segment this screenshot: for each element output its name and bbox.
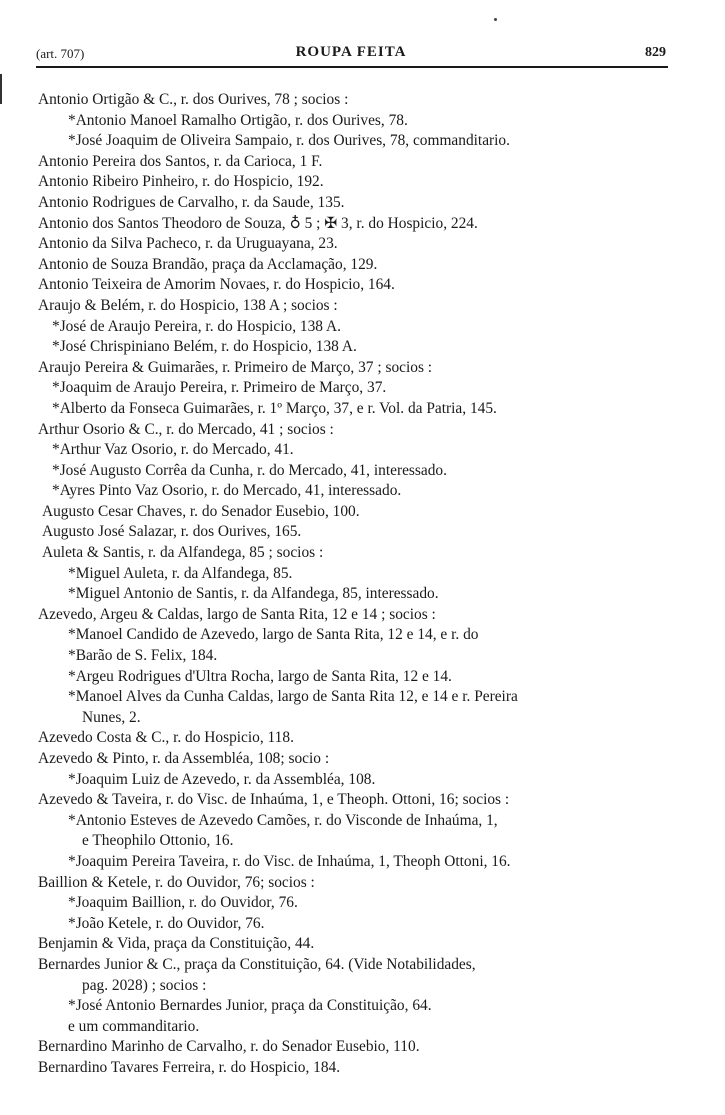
entry-line: Antonio Pereira dos Santos, r. da Carioca, 1 F. bbox=[38, 152, 323, 170]
article-reference: (art. 707) bbox=[36, 46, 85, 61]
entry-line: Azevedo & Taveira, r. do Visc. de Inhaúma, 1, e Theoph. Ottoni, 16; socios : bbox=[38, 791, 510, 809]
entry-line: Antonio Ortigão & C., r. dos Ourives, 78 ; socios : bbox=[38, 91, 349, 108]
entry-line: Augusto José Salazar, r. dos Ourives, 165. bbox=[42, 523, 302, 541]
partner-line: *Miguel Antonio de Santis, r. da Alfandega, 85, interessado. bbox=[68, 585, 439, 603]
continuation-line: Nunes, 2. bbox=[82, 708, 141, 726]
entry-line: Antonio Ribeiro Pinheiro, r. do Hospicio, 192. bbox=[38, 173, 324, 191]
partner-line: *Joaquim de Araujo Pereira, r. Primeiro de Março, 37. bbox=[52, 379, 387, 397]
partner-line: *Ayres Pinto Vaz Osorio, r. do Mercado, 41, interessado. bbox=[52, 482, 402, 500]
partner-line: *Joaquim Pereira Taveira, r. do Visc. de Inhaúma, 1, Theoph Ottoni, 16. bbox=[68, 852, 511, 870]
section-title: ROUPA FEITA bbox=[295, 44, 407, 60]
entry-line: Augusto Cesar Chaves, r. do Senador Eusebio, 100. bbox=[42, 502, 360, 520]
entry-line: Azevedo Costa & C., r. do Hospicio, 118. bbox=[38, 729, 294, 747]
entry-line: Antonio da Silva Pacheco, r. da Uruguayana, 23. bbox=[38, 235, 338, 253]
partner-line: *Antonio Manoel Ramalho Ortigão, r. dos Ourives, 78. bbox=[68, 111, 408, 129]
partner-line: *Manoel Candido de Azevedo, largo de Santa Rita, 12 e 14, e r. do bbox=[68, 626, 479, 644]
continuation-line: pag. 2028) ; socios : bbox=[82, 976, 207, 994]
entry-line: Antonio de Souza Brandão, praça da Acclamação, 129. bbox=[38, 255, 378, 273]
page-number: 829 bbox=[645, 45, 666, 60]
partner-line: *Argeu Rodrigues d'Ultra Rocha, largo de Santa Rita, 12 e 14. bbox=[68, 667, 452, 685]
entry-line: Bernardes Junior & C., praça da Constituição, 64. (Vide Notabilidades, bbox=[38, 955, 476, 973]
partner-line: *Joaquim Baillion, r. do Ouvidor, 76. bbox=[68, 894, 298, 912]
entry-line: Araujo Pereira & Guimarães, r. Primeiro de Março, 37 ; socios : bbox=[38, 358, 433, 376]
partner-line: *Barão de S. Felix, 184. bbox=[68, 647, 218, 665]
print-speck bbox=[494, 18, 497, 21]
entry-line: Antonio Rodrigues de Carvalho, r. da Saude, 135. bbox=[38, 193, 345, 211]
entry-line: Bernardino Tavares Ferreira, r. do Hospicio, 184. bbox=[38, 1058, 341, 1076]
entry-line: Araujo & Belém, r. do Hospicio, 138 A ; socios : bbox=[38, 296, 338, 314]
entry-line: Benjamin & Vida, praça da Constituição, 44. bbox=[38, 935, 315, 953]
partner-line: *Arthur Vaz Osorio, r. do Mercado, 41. bbox=[52, 441, 294, 459]
partner-line: *José Joaquim de Oliveira Sampaio, r. dos Ourives, 78, commanditario. bbox=[68, 132, 510, 150]
continuation-line: e Theophilo Ottonio, 16. bbox=[82, 832, 234, 850]
entry-line: Antonio dos Santos Theodoro de Souza, ♁ 5 ; ✠ 3, r. do Hospicio, 224. bbox=[38, 214, 478, 232]
partner-line: *José Chrispiniano Belém, r. do Hospicio, 138 A. bbox=[52, 338, 357, 356]
partner-line: *Antonio Esteves de Azevedo Camões, r. do Visconde de Inhaúma, 1, bbox=[68, 811, 498, 829]
partner-line: *José Antonio Bernardes Junior, praça da Constituição, 64. bbox=[68, 997, 432, 1015]
partner-line: *Manoel Alves da Cunha Caldas, largo de Santa Rita 12, e 14 e r. Pereira bbox=[68, 688, 518, 706]
entry-line: Azevedo & Pinto, r. da Assembléa, 108; socio : bbox=[38, 750, 330, 767]
partner-line: *Joaquim Luiz de Azevedo, r. da Assembléa, 108. bbox=[68, 770, 376, 788]
partner-line: e um commanditario. bbox=[68, 1017, 200, 1035]
partner-line: *João Ketele, r. do Ouvidor, 76. bbox=[68, 914, 265, 932]
entry-line: Baillion & Ketele, r. do Ouvidor, 76; socios : bbox=[38, 873, 315, 891]
entry-line: Auleta & Santis, r. da Alfandega, 85 ; socios : bbox=[42, 544, 324, 562]
entry-line: Bernardino Marinho de Carvalho, r. do Senador Eusebio, 110. bbox=[38, 1038, 420, 1056]
entry-line: Azevedo, Argeu & Caldas, largo de Santa Rita, 12 e 14 ; socios : bbox=[38, 605, 436, 623]
partner-line: *Miguel Auleta, r. da Alfandega, 85. bbox=[68, 564, 293, 582]
directory-entries bbox=[38, 90, 688, 1079]
partner-line: *Alberto da Fonseca Guimarães, r. 1º Março, 37, e r. Vol. da Patria, 145. bbox=[52, 399, 497, 417]
page-edge-mark bbox=[0, 74, 2, 104]
partner-line: *José Augusto Corrêa da Cunha, r. do Mercado, 41, interessado. bbox=[52, 461, 447, 479]
page-header bbox=[36, 44, 666, 66]
entry-line: Antonio Teixeira de Amorim Novaes, r. do Hospicio, 164. bbox=[38, 276, 395, 294]
partner-line: *José de Araujo Pereira, r. do Hospicio, 138 A. bbox=[52, 317, 341, 335]
header-rule bbox=[36, 66, 668, 68]
entry-line: Arthur Osorio & C., r. do Mercado, 41 ; socios : bbox=[38, 420, 334, 438]
